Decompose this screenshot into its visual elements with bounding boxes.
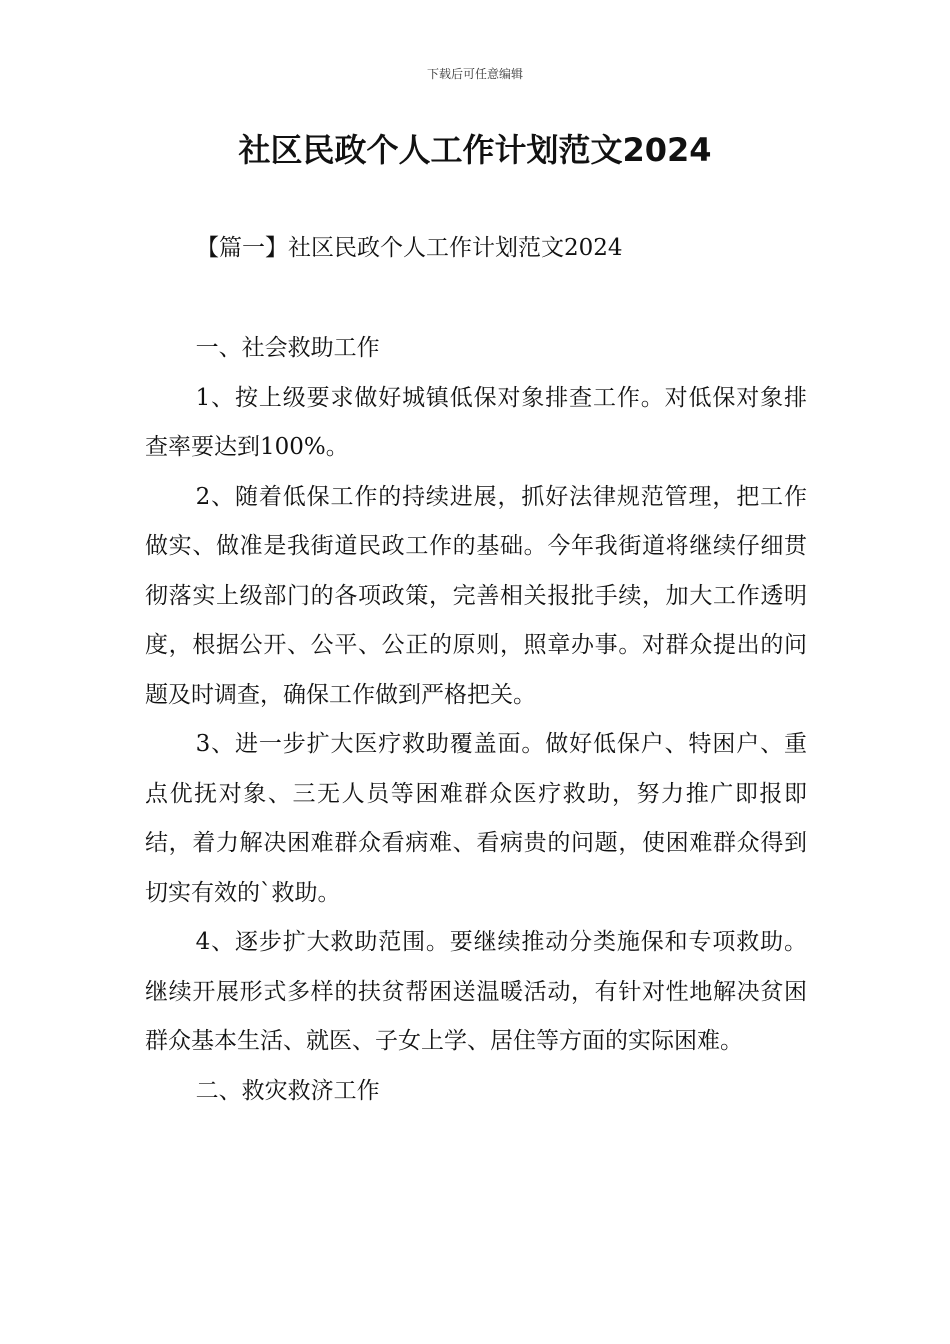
document-title: 社区民政个人工作计划范文2024: [238, 131, 712, 169]
heading-disaster-relief: 二、救灾救济工作: [195, 1077, 380, 1104]
paragraph-item-2: 2、随着低保工作的持续进展，抓好法律规范管理，把工作做实、做准是我街道民政工作的基础。今年我街道将继续仔细贯彻落实上级部门的各项政策，完善相关报批手续，加大工作透明度，根据公开、公平、公正的原则，照章办事。对群众提出的问题及时调查，确保工作做到严格把关。: [145, 483, 807, 708]
section-title: 【篇一】社区民政个人工作计划范文2024: [196, 235, 623, 261]
paragraph-item-3: 3、进一步扩大医疗救助覆盖面。做好低保户、特困户、重点优抚对象、三无人员等困难群众医疗救助，努力推广即报即结，着力解决困难群众看病难、看病贵的问题，使困难群众得到切实有效的`救助。: [145, 731, 807, 906]
document-body: [145, 324, 807, 1116]
paragraph-item-1: 1、按上级要求做好城镇低保对象排查工作。对低保对象排查率要达到100%。: [145, 384, 807, 460]
heading-social-assistance: 一、社会救助工作: [195, 335, 380, 361]
paragraph-item-4: 4、逐步扩大救助范围。要继续推动分类施保和专项救助。继续开展形式多样的扶贫帮困送温暖活动，有针对性地解决贫困群众基本生活、就医、子女上学、居住等方面的实际困难。: [145, 929, 807, 1054]
header-note: 下载后可任意编辑: [426, 67, 523, 81]
